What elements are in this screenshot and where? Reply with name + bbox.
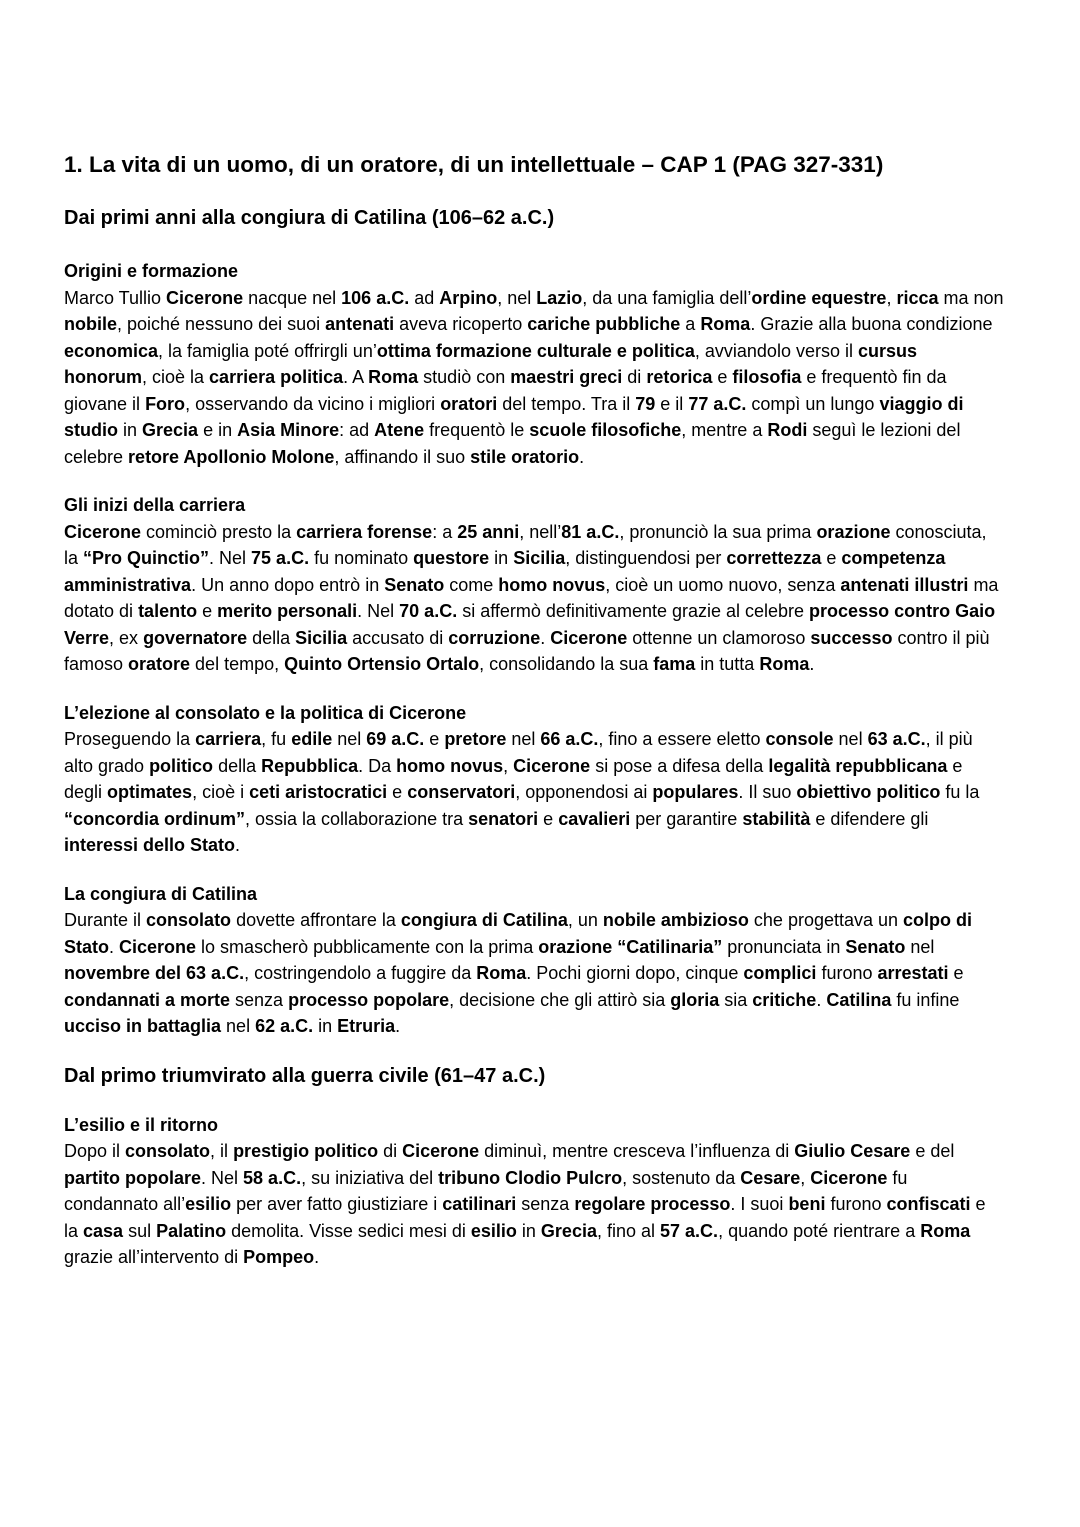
bold-text: politico bbox=[149, 755, 214, 776]
text-run: . A bbox=[343, 367, 369, 387]
text-run: senza bbox=[230, 989, 289, 1010]
bold-text: antenati illustri bbox=[840, 574, 969, 595]
text-run: della bbox=[213, 755, 262, 776]
subsection-paragraph bbox=[64, 726, 1004, 859]
text-run: contro il più famoso bbox=[64, 627, 990, 674]
text-run: nel bbox=[833, 729, 868, 749]
bold-text: processo contro Gaio Verre bbox=[64, 601, 996, 648]
text-run: , ex bbox=[109, 627, 144, 648]
text-run: studiò con bbox=[418, 367, 511, 387]
bold-text: 81 a.C. bbox=[561, 521, 620, 542]
text-run: pronunciata in bbox=[722, 936, 846, 957]
bold-text: orazione bbox=[816, 521, 891, 542]
bold-text: console bbox=[765, 729, 834, 749]
bold-text: partito popolare bbox=[64, 1167, 202, 1188]
text-run: : ad bbox=[339, 420, 375, 440]
text-run: . bbox=[314, 1247, 320, 1267]
text-run: e bbox=[197, 601, 218, 621]
text-run: diminuì, mentre cresceva l’influenza di bbox=[479, 1141, 795, 1161]
text-run: del tempo. Tra il bbox=[497, 393, 636, 414]
bold-text: Cicerone bbox=[402, 1141, 480, 1161]
text-run: del tempo, bbox=[190, 654, 285, 674]
bold-text: colpo di Stato bbox=[64, 910, 973, 957]
text-run: , un bbox=[567, 910, 603, 930]
bold-text: stile oratorio bbox=[470, 446, 580, 467]
bold-text: 66 a.C. bbox=[540, 729, 599, 749]
text-run: demolita. Visse sedici mesi di bbox=[226, 1220, 471, 1241]
text-run: . Nel bbox=[201, 1167, 244, 1188]
bold-text: edile bbox=[291, 729, 333, 749]
bold-text: corruzione bbox=[448, 627, 541, 648]
text-run: nel bbox=[221, 1016, 256, 1036]
bold-text: catilinari bbox=[442, 1194, 517, 1214]
text-run: e degli bbox=[64, 755, 963, 802]
bold-text: Cicerone bbox=[513, 755, 591, 776]
bold-text: oratori bbox=[440, 393, 498, 414]
text-run: , affinando il suo bbox=[334, 446, 471, 467]
bold-text: pretore bbox=[444, 729, 507, 749]
text-run: ma non bbox=[938, 287, 1004, 308]
text-run: . Il suo bbox=[738, 782, 797, 802]
bold-text: processo popolare bbox=[288, 989, 450, 1010]
bold-text: complici bbox=[743, 963, 817, 983]
text-run: , decisione che gli attirò sia bbox=[449, 989, 671, 1010]
text-run: della bbox=[247, 627, 296, 648]
text-run: nel bbox=[506, 729, 541, 749]
text-run: e bbox=[948, 963, 964, 983]
bold-text: conservatori bbox=[407, 782, 516, 802]
text-run: , il più alto grado bbox=[64, 729, 973, 776]
text-run: . bbox=[540, 627, 551, 648]
text-run: , mentre a bbox=[681, 420, 768, 440]
bold-text: Repubblica bbox=[261, 755, 359, 776]
bold-text: carriera forense bbox=[296, 521, 433, 542]
text-run: furono bbox=[816, 963, 878, 983]
bold-text: economica bbox=[64, 340, 159, 361]
subsection-title: Gli inizi della carriera bbox=[64, 495, 246, 515]
bold-text: cavalieri bbox=[558, 808, 631, 829]
bold-text: 62 a.C. bbox=[255, 1016, 314, 1036]
bold-text: Roma bbox=[759, 654, 810, 674]
bold-text: Roma bbox=[368, 367, 419, 387]
bold-text: Cicerone bbox=[64, 521, 142, 542]
subsection-consolato bbox=[64, 700, 1004, 859]
text-run: e bbox=[538, 808, 559, 829]
text-run: di bbox=[378, 1141, 403, 1161]
text-run: , fino al bbox=[596, 1220, 661, 1241]
bold-text: carriera bbox=[195, 729, 262, 749]
text-run: , distinguendosi per bbox=[565, 548, 727, 568]
text-run: si pose a difesa della bbox=[590, 755, 769, 776]
text-run: fu infine bbox=[891, 989, 960, 1010]
bold-text: Atene bbox=[374, 420, 425, 440]
bold-text: Cicerone bbox=[166, 287, 244, 308]
subsection-paragraph bbox=[64, 285, 1004, 471]
text-run: . Pochi giorni dopo, cinque bbox=[526, 963, 744, 983]
bold-text: 75 a.C. bbox=[251, 548, 310, 568]
bold-text: homo novus bbox=[498, 574, 606, 595]
bold-text: filosofia bbox=[732, 367, 802, 387]
text-run: , bbox=[800, 1167, 811, 1188]
bold-text: Giulio Cesare bbox=[794, 1141, 911, 1161]
text-run: sia bbox=[719, 989, 753, 1010]
bold-text: Arpino bbox=[439, 287, 498, 308]
bold-text: retorica bbox=[646, 367, 713, 387]
bold-text: 79 bbox=[635, 393, 656, 414]
text-run: . Un anno dopo entrò in bbox=[191, 574, 385, 595]
bold-text: governatore bbox=[143, 627, 248, 648]
bold-text: Cicerone bbox=[810, 1167, 888, 1188]
bold-text: consolato bbox=[146, 910, 232, 930]
text-run: che progettava un bbox=[748, 910, 904, 930]
text-run: . bbox=[235, 835, 241, 855]
bold-text: nobile ambizioso bbox=[602, 910, 749, 930]
text-run: seguì le lezioni del celebre bbox=[64, 420, 961, 467]
bold-text: esilio bbox=[470, 1220, 517, 1241]
bold-text: Grecia bbox=[540, 1220, 597, 1241]
section-title: Dai primi anni alla congiura di Catilina (106–62 a.C.) bbox=[64, 207, 555, 229]
text-run: nel bbox=[905, 936, 935, 957]
bold-text: correttezza bbox=[726, 548, 822, 568]
bold-text: Cicerone bbox=[119, 936, 197, 957]
bold-text: Sicilia bbox=[295, 627, 348, 648]
bold-text: maestri greci bbox=[510, 367, 623, 387]
bold-text: optimates bbox=[107, 782, 193, 802]
bold-text: Rodi bbox=[767, 420, 808, 440]
bold-text: antenati bbox=[325, 314, 395, 334]
bold-text: successo bbox=[810, 627, 893, 648]
text-run: e difendere gli bbox=[810, 808, 929, 829]
text-run: : a bbox=[432, 521, 458, 542]
subsection-esilio bbox=[64, 1112, 1004, 1271]
text-run: e bbox=[387, 782, 408, 802]
bold-text: populares bbox=[652, 782, 739, 802]
text-run: accusato di bbox=[347, 627, 449, 648]
bold-text: scuole filosofiche bbox=[529, 420, 682, 440]
text-run: , osservando da vicino i migliori bbox=[185, 393, 441, 414]
bold-text: orazione “Catilinaria” bbox=[538, 936, 723, 957]
text-run: nacque nel bbox=[243, 287, 342, 308]
bold-text: cariche pubbliche bbox=[527, 314, 681, 334]
text-run: . bbox=[809, 654, 815, 674]
text-run: fu la bbox=[940, 782, 980, 802]
text-run: come bbox=[444, 574, 499, 595]
bold-text: Grecia bbox=[142, 420, 199, 440]
text-run: compì un lungo bbox=[746, 393, 880, 414]
bold-text: merito personali bbox=[217, 601, 358, 621]
text-run: , fino a essere eletto bbox=[598, 729, 766, 749]
text-run: e bbox=[424, 729, 445, 749]
bold-text: Lazio bbox=[536, 287, 583, 308]
text-run: frequentò le bbox=[424, 420, 530, 440]
bold-text: retore Apollonio Molone bbox=[128, 446, 335, 467]
text-run: e la bbox=[64, 1194, 986, 1241]
bold-text: 63 a.C. bbox=[867, 729, 926, 749]
text-run: nel bbox=[332, 729, 367, 749]
text-run: dovette affrontare la bbox=[231, 910, 401, 930]
bold-text: casa bbox=[83, 1220, 124, 1241]
text-run: a bbox=[680, 314, 701, 334]
bold-text: legalità repubblicana bbox=[768, 755, 948, 776]
bold-text: Roma bbox=[920, 1220, 971, 1241]
text-run: si affermò definitivamente grazie al celebre bbox=[457, 601, 810, 621]
bold-text: 58 a.C. bbox=[243, 1167, 302, 1188]
text-run: in bbox=[118, 420, 143, 440]
text-run: Proseguendo la bbox=[64, 729, 196, 749]
bold-text: confiscati bbox=[886, 1194, 971, 1214]
text-run: , costringendolo a fuggire da bbox=[244, 963, 477, 983]
text-run: e bbox=[712, 367, 733, 387]
text-run: , quando poté rientrare a bbox=[718, 1220, 921, 1241]
subsection-inizi-carriera bbox=[64, 492, 1004, 678]
bold-text: Etruria bbox=[337, 1016, 396, 1036]
text-run: , sostenuto da bbox=[622, 1167, 741, 1188]
text-run: , cioè i bbox=[192, 782, 250, 802]
bold-text: ucciso in battaglia bbox=[64, 1016, 222, 1036]
bold-text: arrestati bbox=[877, 963, 949, 983]
text-run: . Grazie alla buona condizione bbox=[750, 314, 993, 334]
subsection-paragraph bbox=[64, 907, 1004, 1040]
text-run: ottenne un clamoroso bbox=[627, 627, 811, 648]
text-run: e frequentò fin da giovane il bbox=[64, 367, 947, 414]
bold-text: regolare processo bbox=[574, 1194, 731, 1214]
bold-text: 25 anni bbox=[457, 521, 520, 542]
bold-text: Sicilia bbox=[513, 548, 566, 568]
text-run: fu condannato all’ bbox=[64, 1167, 908, 1214]
bold-text: consolato bbox=[125, 1141, 211, 1161]
text-run: , la famiglia poté offrirgli un’ bbox=[158, 340, 377, 361]
text-run: , avviandolo verso il bbox=[694, 340, 858, 361]
bold-text: competenza amministrativa bbox=[64, 548, 946, 595]
bold-text: senatori bbox=[468, 808, 539, 829]
bold-text: ceti aristocratici bbox=[249, 782, 388, 802]
subsection-congiura bbox=[64, 881, 1004, 1040]
bold-text: interessi dello Stato bbox=[64, 835, 236, 855]
bold-text: obiettivo politico bbox=[796, 782, 941, 802]
text-run: . I suoi bbox=[730, 1194, 789, 1214]
bold-text: prestigio politico bbox=[233, 1141, 379, 1161]
bold-text: tribuno Clodio Pulcro bbox=[438, 1167, 623, 1188]
bold-text: Roma bbox=[476, 963, 527, 983]
text-run: lo smascherò pubblicamente con la prima bbox=[196, 936, 539, 957]
text-run: , pronunciò la sua prima bbox=[619, 521, 817, 542]
bold-text: beni bbox=[788, 1194, 826, 1214]
bold-text: Quinto Ortensio Ortalo bbox=[284, 654, 480, 674]
text-run: fu nominato bbox=[309, 548, 414, 568]
bold-text: Asia Minore bbox=[237, 420, 340, 440]
text-run: ad bbox=[409, 287, 440, 308]
bold-text: Senato bbox=[845, 936, 906, 957]
text-run: , cioè un uomo nuovo, senza bbox=[605, 574, 841, 595]
text-run: , il bbox=[210, 1141, 234, 1161]
text-run: . Nel bbox=[357, 601, 400, 621]
document-page bbox=[64, 150, 1004, 1293]
text-run: cominciò presto la bbox=[141, 521, 297, 542]
bold-text: stabilità bbox=[742, 808, 811, 829]
text-run: sul bbox=[123, 1220, 157, 1241]
bold-text: Foro bbox=[145, 393, 186, 414]
bold-text: oratore bbox=[128, 654, 191, 674]
section-early-years bbox=[64, 204, 1004, 1040]
bold-text: congiura di Catilina bbox=[400, 910, 568, 930]
bold-text: 57 a.C. bbox=[660, 1220, 719, 1241]
text-run: , da una famiglia dell’ bbox=[582, 287, 752, 308]
text-run: di bbox=[622, 367, 647, 387]
bold-text: cursus honorum bbox=[64, 340, 918, 387]
text-run: . bbox=[395, 1016, 401, 1036]
bold-text: ricca bbox=[896, 287, 939, 308]
text-run: . bbox=[109, 936, 120, 957]
bold-text: condannati a morte bbox=[64, 989, 231, 1010]
text-run: Durante il bbox=[64, 910, 147, 930]
bold-text: fama bbox=[653, 654, 696, 674]
bold-text: carriera politica bbox=[209, 367, 344, 387]
bold-text: “concordia ordinum” bbox=[64, 808, 246, 829]
bold-text: Cesare bbox=[740, 1167, 801, 1188]
bold-text: ordine equestre bbox=[751, 287, 887, 308]
text-run: , su iniziativa del bbox=[301, 1167, 439, 1188]
bold-text: novembre del 63 a.C. bbox=[64, 963, 245, 983]
text-run: in bbox=[489, 548, 514, 568]
text-run: e il bbox=[655, 393, 689, 414]
text-run: e in bbox=[198, 420, 238, 440]
text-run: , fu bbox=[261, 729, 292, 749]
text-run: , poiché nessuno dei suoi bbox=[117, 314, 326, 334]
text-run: conosciuta, la bbox=[64, 521, 987, 568]
text-run: , consolidando la sua bbox=[479, 654, 654, 674]
text-run: Marco Tullio bbox=[64, 287, 167, 308]
text-run: furono bbox=[825, 1194, 887, 1214]
bold-text: “Pro Quinctio” bbox=[83, 548, 210, 568]
text-run: , opponendosi ai bbox=[515, 782, 653, 802]
bold-text: homo novus bbox=[396, 755, 504, 776]
subsection-paragraph bbox=[64, 519, 1004, 678]
bold-text: 77 a.C. bbox=[688, 393, 747, 414]
text-run: , cioè la bbox=[142, 367, 210, 387]
text-run: , ossia la collaborazione tra bbox=[245, 808, 469, 829]
text-run: , nel bbox=[497, 287, 537, 308]
bold-text: talento bbox=[138, 601, 198, 621]
subsection-origini bbox=[64, 258, 1004, 470]
bold-text: nobile bbox=[64, 314, 117, 334]
bold-text: 69 a.C. bbox=[366, 729, 425, 749]
text-run: grazie all’intervento di bbox=[64, 1247, 244, 1267]
text-run: per garantire bbox=[630, 808, 743, 829]
bold-text: Senato bbox=[384, 574, 445, 595]
bold-text: 70 a.C. bbox=[399, 601, 458, 621]
document-title: 1. La vita di un uomo, di un oratore, di un intellettuale – CAP 1 (PAG 327-331) bbox=[64, 152, 884, 177]
text-run: , bbox=[503, 755, 514, 776]
subsection-title: L’esilio e il ritorno bbox=[64, 1114, 219, 1135]
text-run: senza bbox=[516, 1194, 575, 1214]
text-run: in tutta bbox=[695, 654, 760, 674]
section-triumvirate bbox=[64, 1062, 1004, 1271]
subsection-paragraph bbox=[64, 1138, 1004, 1271]
bold-text: Catilina bbox=[826, 989, 892, 1010]
bold-text: critiche bbox=[752, 989, 817, 1010]
bold-text: viaggio di studio bbox=[64, 393, 964, 440]
section-title: Dal primo triumvirato alla guerra civile (61–47 a.C.) bbox=[64, 1064, 546, 1087]
text-run: ma dotato di bbox=[64, 574, 999, 621]
subsection-title: Origini e formazione bbox=[64, 261, 239, 281]
bold-text: questore bbox=[413, 548, 490, 568]
bold-text: Pompeo bbox=[243, 1247, 315, 1267]
text-run: in bbox=[516, 1220, 541, 1241]
text-run: per aver fatto giustiziare i bbox=[231, 1194, 443, 1214]
text-run: , nell’ bbox=[519, 521, 562, 542]
text-run: in bbox=[313, 1016, 338, 1036]
text-run: . Da bbox=[358, 755, 397, 776]
subsection-title: La congiura di Catilina bbox=[64, 883, 258, 904]
text-run: , bbox=[886, 287, 897, 308]
text-run: aveva ricoperto bbox=[394, 314, 528, 334]
bold-text: ottima formazione culturale e politica bbox=[376, 340, 695, 361]
subsection-title: L’elezione al consolato e la politica di Cicerone bbox=[64, 702, 467, 723]
text-run: e del bbox=[910, 1141, 955, 1161]
bold-text: Palatino bbox=[156, 1220, 227, 1241]
bold-text: Roma bbox=[700, 314, 751, 334]
text-run: . Nel bbox=[209, 548, 252, 568]
bold-text: gloria bbox=[670, 989, 720, 1010]
text-run: . bbox=[579, 446, 585, 467]
text-run: Dopo il bbox=[64, 1141, 126, 1161]
bold-text: Cicerone bbox=[550, 627, 628, 648]
bold-text: esilio bbox=[185, 1194, 232, 1214]
bold-text: 106 a.C. bbox=[341, 287, 410, 308]
text-run: e bbox=[821, 548, 842, 568]
text-run: . bbox=[816, 989, 827, 1010]
